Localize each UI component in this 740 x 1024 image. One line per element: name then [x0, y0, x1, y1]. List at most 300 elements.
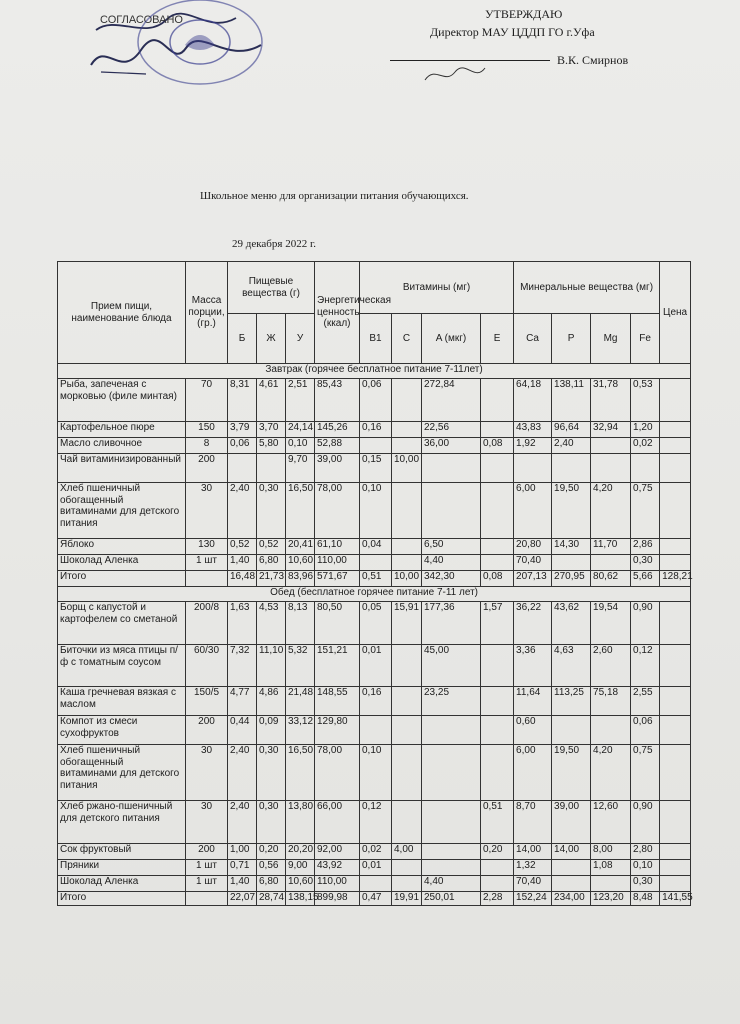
value-cell: 80,50 [315, 602, 360, 645]
value-cell: 9,70 [286, 454, 315, 483]
value-cell: 2,60 [591, 645, 631, 687]
value-cell: 70,40 [514, 876, 552, 892]
value-cell: 0,10 [360, 483, 392, 539]
value-cell [481, 645, 514, 687]
value-cell [257, 454, 286, 483]
value-cell: 14,00 [514, 844, 552, 860]
menu-table [57, 261, 691, 906]
value-cell: 0,20 [481, 844, 514, 860]
dish-name-cell: Яблоко [58, 539, 186, 555]
value-cell: 78,00 [315, 483, 360, 539]
value-cell [660, 687, 691, 716]
value-cell: 0,51 [481, 801, 514, 844]
value-cell [591, 716, 631, 745]
header-nutrients: Пищевые вещества (г) [228, 262, 315, 314]
value-cell: 571,67 [315, 571, 360, 587]
table-row [58, 438, 691, 454]
value-cell: 10,00 [392, 454, 422, 483]
value-cell: 32,94 [591, 422, 631, 438]
value-cell: 78,00 [315, 745, 360, 801]
value-cell [660, 844, 691, 860]
header-mass: Масса порции, (гр.) [186, 262, 228, 364]
value-cell: 0,30 [257, 801, 286, 844]
value-cell [481, 379, 514, 422]
value-cell: 2,40 [552, 438, 591, 454]
value-cell: 4,86 [257, 687, 286, 716]
value-cell [660, 645, 691, 687]
header-b: Б [228, 314, 257, 364]
value-cell [660, 422, 691, 438]
header-a: A (мкг) [422, 314, 481, 364]
value-cell: 8,31 [228, 379, 257, 422]
value-cell: 110,00 [315, 876, 360, 892]
dish-name-cell: Чай витаминизированный [58, 454, 186, 483]
header-zh: Ж [257, 314, 286, 364]
value-cell [481, 454, 514, 483]
value-cell: 150 [186, 422, 228, 438]
dish-name-cell: Пряники [58, 860, 186, 876]
value-cell: 342,30 [422, 571, 481, 587]
value-cell: 145,26 [315, 422, 360, 438]
value-cell: 1,57 [481, 602, 514, 645]
value-cell [481, 539, 514, 555]
value-cell [422, 801, 481, 844]
value-cell: 1,20 [631, 422, 660, 438]
value-cell: 10,60 [286, 876, 315, 892]
value-cell: 234,00 [552, 892, 591, 906]
value-cell: 2,40 [228, 483, 257, 539]
value-cell: 4,40 [422, 876, 481, 892]
value-cell: 0,10 [360, 745, 392, 801]
value-cell: 2,80 [631, 844, 660, 860]
left-approval-label: СОГЛАСОВАНО [100, 14, 183, 26]
value-cell: 2,28 [481, 892, 514, 906]
header-minerals: Минеральные вещества (мг) [514, 262, 660, 314]
value-cell [631, 454, 660, 483]
value-cell: 7,32 [228, 645, 257, 687]
header-c: C [392, 314, 422, 364]
value-cell: 16,50 [286, 483, 315, 539]
value-cell [360, 716, 392, 745]
table-row [58, 422, 691, 438]
value-cell [591, 438, 631, 454]
dish-name-cell: Итого [58, 892, 186, 906]
value-cell: 1,08 [591, 860, 631, 876]
value-cell: 0,90 [631, 602, 660, 645]
value-cell: 52,88 [315, 438, 360, 454]
value-cell: 2,51 [286, 379, 315, 422]
table-row [58, 571, 691, 587]
value-cell: 15,91 [392, 602, 422, 645]
value-cell [481, 483, 514, 539]
value-cell: 0,04 [360, 539, 392, 555]
table-row [58, 602, 691, 645]
value-cell: 10,00 [392, 571, 422, 587]
value-cell: 19,50 [552, 483, 591, 539]
dish-name-cell: Борщ с капустой и картофелем со сметаной [58, 602, 186, 645]
value-cell [392, 539, 422, 555]
value-cell: 0,44 [228, 716, 257, 745]
value-cell [660, 379, 691, 422]
value-cell: 19,91 [392, 892, 422, 906]
value-cell [392, 483, 422, 539]
value-cell: 30 [186, 801, 228, 844]
value-cell: 0,06 [228, 438, 257, 454]
value-cell: 11,10 [257, 645, 286, 687]
value-cell [422, 454, 481, 483]
value-cell: 33,12 [286, 716, 315, 745]
value-cell: 0,10 [286, 438, 315, 454]
header-row-1 [58, 262, 691, 314]
value-cell: 5,80 [257, 438, 286, 454]
value-cell [392, 438, 422, 454]
value-cell: 0,30 [631, 555, 660, 571]
value-cell: 2,40 [228, 745, 257, 801]
value-cell: 4,20 [591, 745, 631, 801]
value-cell [392, 745, 422, 801]
value-cell: 20,41 [286, 539, 315, 555]
value-cell [422, 483, 481, 539]
dish-name-cell: Каша гречневая вязкая с маслом [58, 687, 186, 716]
table-row [58, 687, 691, 716]
value-cell: 0,30 [257, 483, 286, 539]
value-cell [552, 860, 591, 876]
value-cell: 0,52 [228, 539, 257, 555]
value-cell [481, 555, 514, 571]
value-cell: 250,01 [422, 892, 481, 906]
value-cell: 270,95 [552, 571, 591, 587]
value-cell: 138,11 [552, 379, 591, 422]
value-cell: 0,60 [514, 716, 552, 745]
value-cell: 8,13 [286, 602, 315, 645]
value-cell: 0,53 [631, 379, 660, 422]
value-cell [660, 801, 691, 844]
value-cell: 11,64 [514, 687, 552, 716]
value-cell: 0,15 [360, 454, 392, 483]
value-cell [552, 454, 591, 483]
value-cell: 4,40 [422, 555, 481, 571]
value-cell: 130 [186, 539, 228, 555]
value-cell: 0,56 [257, 860, 286, 876]
value-cell: 177,36 [422, 602, 481, 645]
table-row [58, 716, 691, 745]
value-cell: 0,06 [360, 379, 392, 422]
value-cell: 31,78 [591, 379, 631, 422]
value-cell: 0,12 [631, 645, 660, 687]
value-cell: 43,83 [514, 422, 552, 438]
value-cell: 13,80 [286, 801, 315, 844]
value-cell: 151,21 [315, 645, 360, 687]
value-cell: 23,25 [422, 687, 481, 716]
value-cell [552, 716, 591, 745]
header-price: Цена [660, 262, 691, 364]
value-cell [392, 801, 422, 844]
dish-name-cell: Хлеб пшеничный обогащенный витаминами для детского питания [58, 745, 186, 801]
value-cell [481, 687, 514, 716]
value-cell: 0,08 [481, 571, 514, 587]
header-b1: B1 [360, 314, 392, 364]
value-cell: 0,01 [360, 645, 392, 687]
signature-mark-right [420, 60, 490, 90]
value-cell: 200 [186, 716, 228, 745]
value-cell: 110,00 [315, 555, 360, 571]
value-cell: 138,15 [286, 892, 315, 906]
value-cell: 0,71 [228, 860, 257, 876]
value-cell: 14,00 [552, 844, 591, 860]
table-row [58, 539, 691, 555]
table-row [58, 745, 691, 801]
value-cell: 1,40 [228, 555, 257, 571]
value-cell [392, 645, 422, 687]
table-row [58, 860, 691, 876]
value-cell: 70,40 [514, 555, 552, 571]
value-cell: 28,74 [257, 892, 286, 906]
header-energy: Энергетическая ценность (ккал) [315, 262, 360, 364]
value-cell: 61,10 [315, 539, 360, 555]
value-cell: 200 [186, 844, 228, 860]
value-cell: 200 [186, 454, 228, 483]
value-cell: 11,70 [591, 539, 631, 555]
value-cell: 3,79 [228, 422, 257, 438]
lunch-section-header [58, 587, 691, 602]
value-cell: 4,53 [257, 602, 286, 645]
value-cell: 21,73 [257, 571, 286, 587]
value-cell: 1,92 [514, 438, 552, 454]
value-cell: 1 шт [186, 876, 228, 892]
value-cell: 2,55 [631, 687, 660, 716]
value-cell [392, 379, 422, 422]
value-cell: 3,36 [514, 645, 552, 687]
value-cell [360, 876, 392, 892]
value-cell: 6,00 [514, 745, 552, 801]
value-cell: 36,22 [514, 602, 552, 645]
value-cell: 113,25 [552, 687, 591, 716]
value-cell [660, 539, 691, 555]
value-cell: 14,30 [552, 539, 591, 555]
value-cell: 4,00 [392, 844, 422, 860]
value-cell: 12,60 [591, 801, 631, 844]
menu-body [58, 364, 691, 906]
value-cell: 8,00 [591, 844, 631, 860]
value-cell: 150/5 [186, 687, 228, 716]
value-cell [481, 745, 514, 801]
value-cell: 80,62 [591, 571, 631, 587]
value-cell [660, 745, 691, 801]
value-cell [660, 555, 691, 571]
value-cell: 60/30 [186, 645, 228, 687]
value-cell: 0,02 [631, 438, 660, 454]
value-cell: 45,00 [422, 645, 481, 687]
stamp [130, 0, 280, 90]
value-cell: 128,21 [660, 571, 691, 587]
value-cell: 8,48 [631, 892, 660, 906]
value-cell [514, 454, 552, 483]
value-cell: 0,05 [360, 602, 392, 645]
value-cell: 0,08 [481, 438, 514, 454]
value-cell: 1,32 [514, 860, 552, 876]
value-cell: 207,13 [514, 571, 552, 587]
value-cell: 152,24 [514, 892, 552, 906]
stamp-seal [130, 0, 280, 90]
value-cell: 1,63 [228, 602, 257, 645]
value-cell [392, 687, 422, 716]
value-cell [422, 860, 481, 876]
document-date: 29 декабря 2022 г. [232, 238, 316, 250]
value-cell: 96,64 [552, 422, 591, 438]
value-cell: 0,06 [631, 716, 660, 745]
value-cell: 6,80 [257, 555, 286, 571]
value-cell: 39,00 [315, 454, 360, 483]
value-cell: 0,20 [257, 844, 286, 860]
value-cell: 899,98 [315, 892, 360, 906]
table-row [58, 801, 691, 844]
value-cell: 85,43 [315, 379, 360, 422]
lunch-section-title: Обед (бесплатное горячее питание 7-11 лет) [58, 587, 691, 602]
dish-name-cell: Шоколад Аленка [58, 555, 186, 571]
value-cell: 0,12 [360, 801, 392, 844]
value-cell: 16,48 [228, 571, 257, 587]
value-cell: 5,32 [286, 645, 315, 687]
header-ca: Ca [514, 314, 552, 364]
table-row [58, 454, 691, 483]
value-cell: 1 шт [186, 860, 228, 876]
dish-name-cell: Рыба, запеченая с морковью (филе минтая) [58, 379, 186, 422]
value-cell [186, 571, 228, 587]
value-cell: 1,40 [228, 876, 257, 892]
header-p: P [552, 314, 591, 364]
table-row [58, 379, 691, 422]
value-cell: 4,20 [591, 483, 631, 539]
table-row [58, 645, 691, 687]
table-row [58, 844, 691, 860]
value-cell [660, 876, 691, 892]
value-cell [552, 555, 591, 571]
header-vitamins: Витамины (мг) [360, 262, 514, 314]
value-cell: 24,14 [286, 422, 315, 438]
value-cell: 0,47 [360, 892, 392, 906]
value-cell [422, 745, 481, 801]
value-cell [392, 876, 422, 892]
value-cell [660, 602, 691, 645]
breakfast-section-header [58, 364, 691, 379]
value-cell [392, 555, 422, 571]
dish-name-cell: Сок фруктовый [58, 844, 186, 860]
value-cell: 21,48 [286, 687, 315, 716]
value-cell: 0,30 [257, 745, 286, 801]
value-cell: 0,51 [360, 571, 392, 587]
value-cell: 75,18 [591, 687, 631, 716]
value-cell [660, 860, 691, 876]
value-cell: 0,02 [360, 844, 392, 860]
value-cell: 6,80 [257, 876, 286, 892]
breakfast-section-title: Завтрак (горячее бесплатное питание 7-11лет) [58, 364, 691, 379]
value-cell: 6,50 [422, 539, 481, 555]
value-cell: 20,20 [286, 844, 315, 860]
value-cell [591, 876, 631, 892]
value-cell: 19,54 [591, 602, 631, 645]
approval-position: Директор МАУ ЦДДП ГО г.Уфа [430, 25, 595, 39]
value-cell: 141,55 [660, 892, 691, 906]
value-cell: 4,77 [228, 687, 257, 716]
value-cell: 19,50 [552, 745, 591, 801]
value-cell: 39,00 [552, 801, 591, 844]
value-cell: 6,00 [514, 483, 552, 539]
value-cell: 0,10 [631, 860, 660, 876]
value-cell: 20,80 [514, 539, 552, 555]
dish-name-cell: Картофельное пюре [58, 422, 186, 438]
value-cell [186, 892, 228, 906]
value-cell: 22,56 [422, 422, 481, 438]
value-cell: 123,20 [591, 892, 631, 906]
value-cell: 83,96 [286, 571, 315, 587]
value-cell: 22,07 [228, 892, 257, 906]
dish-name-cell: Компот из смеси сухофруктов [58, 716, 186, 745]
value-cell [591, 555, 631, 571]
right-signature [420, 60, 490, 95]
approval-name: В.К. Смирнов [557, 53, 629, 67]
value-cell: 9,00 [286, 860, 315, 876]
dish-name-cell: Биточки из мяса птицы п/ф с томатным соусом [58, 645, 186, 687]
value-cell [481, 860, 514, 876]
value-cell: 0,01 [360, 860, 392, 876]
value-cell: 30 [186, 483, 228, 539]
value-cell: 70 [186, 379, 228, 422]
dish-name-cell: Хлеб ржано-пшеничный для детского питания [58, 801, 186, 844]
value-cell: 92,00 [315, 844, 360, 860]
value-cell [481, 422, 514, 438]
value-cell: 5,66 [631, 571, 660, 587]
value-cell [360, 438, 392, 454]
value-cell: 43,62 [552, 602, 591, 645]
value-cell [422, 716, 481, 745]
value-cell: 1 шт [186, 555, 228, 571]
value-cell: 272,84 [422, 379, 481, 422]
value-cell: 64,18 [514, 379, 552, 422]
header-fe: Fe [631, 314, 660, 364]
value-cell: 1,00 [228, 844, 257, 860]
dish-name-cell: Итого [58, 571, 186, 587]
value-cell [552, 876, 591, 892]
value-cell: 4,61 [257, 379, 286, 422]
value-cell [660, 483, 691, 539]
approval-title: УТВЕРЖДАЮ [485, 7, 563, 21]
value-cell: 2,86 [631, 539, 660, 555]
value-cell: 10,60 [286, 555, 315, 571]
value-cell [660, 438, 691, 454]
value-cell [360, 555, 392, 571]
value-cell: 66,00 [315, 801, 360, 844]
value-cell [392, 716, 422, 745]
table-row [58, 876, 691, 892]
value-cell [481, 876, 514, 892]
value-cell: 0,16 [360, 422, 392, 438]
value-cell: 30 [186, 745, 228, 801]
value-cell: 8 [186, 438, 228, 454]
dish-name-cell: Шоколад Аленка [58, 876, 186, 892]
value-cell [392, 422, 422, 438]
value-cell [660, 716, 691, 745]
header-mg: Mg [591, 314, 631, 364]
value-cell: 0,30 [631, 876, 660, 892]
value-cell: 8,70 [514, 801, 552, 844]
header-u: У [286, 314, 315, 364]
document-title: Школьное меню для организации питания обучающихся. [200, 190, 469, 202]
table-row [58, 483, 691, 539]
value-cell: 16,50 [286, 745, 315, 801]
value-cell: 0,75 [631, 483, 660, 539]
value-cell: 2,40 [228, 801, 257, 844]
value-cell: 3,70 [257, 422, 286, 438]
